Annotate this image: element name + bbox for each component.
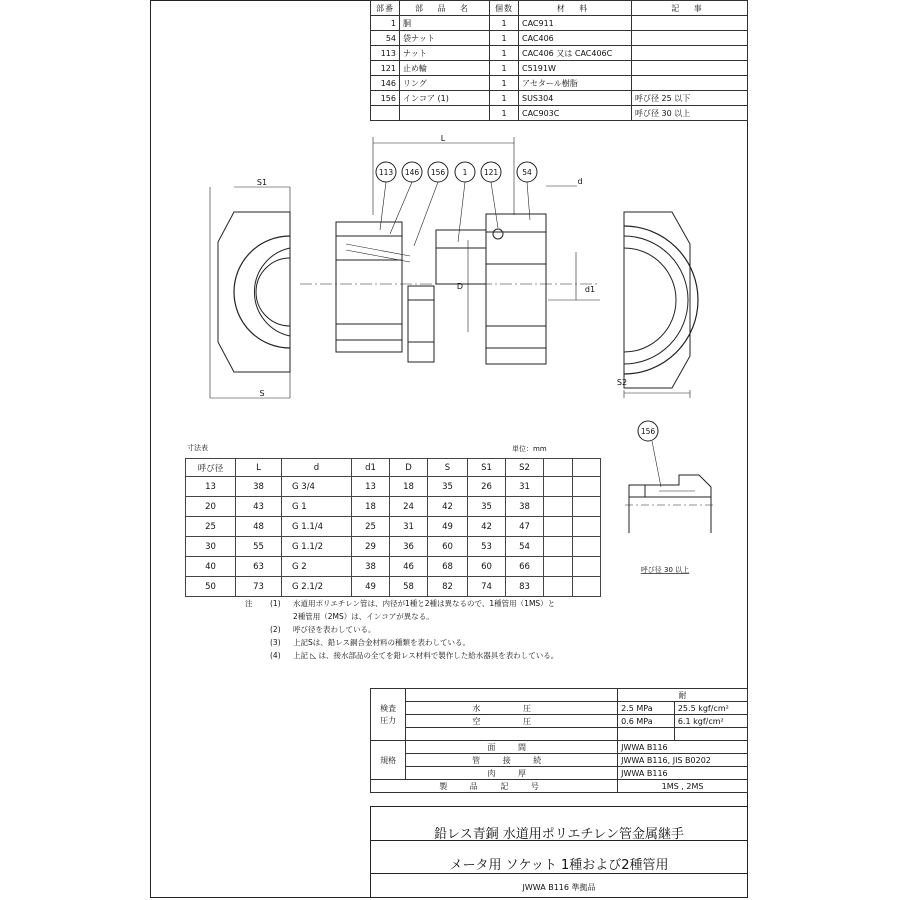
cell: 25 [186,517,236,537]
parts-col-qty: 個数 [490,1,519,16]
part-qty: 1 [490,91,519,106]
cell: 38 [236,477,282,497]
cell: 55 [236,537,282,557]
dim-col-d: d [282,459,352,477]
cell [573,577,601,597]
cell [544,557,573,577]
cell: 74 [468,577,506,597]
note-number: (1) [270,599,281,608]
part-no: 121 [371,61,400,76]
cell: 18 [352,497,390,517]
dim-col-D: D [390,459,428,477]
parts-col-material: 材 料 [519,1,632,16]
note-number: (2) [270,625,281,634]
fitting-drawing [0,0,900,440]
balloon-label: 113 [378,168,394,177]
cell: 49 [428,517,468,537]
parts-col-no: 部番 [371,1,400,16]
standards-label: 規格 [371,741,406,780]
cell [573,477,601,497]
part-name: リング [400,76,490,91]
notes [245,597,558,662]
dim-col-d1: d1 [352,459,390,477]
note-text: 上記Sは、鉛レス銅合金材料の種類を表わしている。 [293,638,471,647]
standard-label: 肉 厚 [406,767,618,780]
dimension-table-unit: 単位：mm [512,445,547,453]
cell: 13 [186,477,236,497]
dim-col-blank [573,459,601,477]
standard-label: 管 接 続 [406,754,618,767]
part-material: CAC406 [519,31,632,46]
cell: 68 [428,557,468,577]
dim-S-label: S [259,389,265,398]
standard-row [371,767,748,780]
title-line-1: 鉛レス青銅 水道用ポリエチレン管金属継手 [434,827,684,842]
cell: 47 [506,517,544,537]
part-material: CAC903C [519,106,632,121]
part-name: 止め輪 [400,61,490,76]
standard-value: JWWA B116 [618,767,748,780]
cell: 42 [428,497,468,517]
dim-col-size: 呼び径 [186,459,236,477]
dimension-row [186,477,601,497]
part-name: インコア (1) [400,91,490,106]
dim-col-L: L [236,459,282,477]
air-kgf: 6.1 kgf/cm² [674,715,747,728]
cell [544,577,573,597]
cell: 73 [236,577,282,597]
cell: 48 [236,517,282,537]
part-no: 146 [371,76,400,91]
part-material: C5191W [519,61,632,76]
cell [544,477,573,497]
dimension-header-row [186,459,601,477]
dim-L-label: L [440,134,446,143]
dim-col-S: S [428,459,468,477]
dim-D-label: D [456,282,464,291]
blank-cell [406,689,618,702]
part-qty: 1 [490,76,519,91]
part-name: 胴 [400,16,490,31]
part-name: 袋ナット [400,31,490,46]
cell [544,537,573,557]
dim-col-S2: S2 [506,459,544,477]
balloon-label: 54 [522,168,532,177]
note-item [245,636,558,649]
detail-caption: 呼び径 30 以上 [640,566,690,574]
cell: 66 [506,557,544,577]
cell: 43 [236,497,282,517]
notes-label: 注 [245,599,253,608]
note-text: 2種管用（2MS）は、インコアが異なる。 [293,612,434,621]
dimension-row [186,537,601,557]
title-block [370,806,748,898]
part-qty: 1 [490,31,519,46]
title-line-3: JWWA B116 準拠品 [522,883,596,892]
cell: 35 [428,477,468,497]
test-standards-table [370,688,748,793]
cell: G 2 [282,557,352,577]
cell: 83 [506,577,544,597]
cell: 30 [186,537,236,557]
cell [544,497,573,517]
product-code-row [371,780,748,793]
dim-S2-label: S2 [616,378,628,387]
part-material: アセタール樹脂 [519,76,632,91]
product-code-label: 製 品 記 号 [371,780,618,793]
balloon-label: 156 [430,168,446,177]
cell: 60 [428,537,468,557]
part-no: 156 [371,91,400,106]
cell: 63 [236,557,282,577]
dimension-table-title: 寸法表 [187,444,208,452]
balloon-label: 1 [462,168,468,177]
cell: 35 [468,497,506,517]
standard-row [371,754,748,767]
note-text: 呼び径を表わしている。 [293,625,376,634]
dim-col-S1: S1 [468,459,506,477]
part-note: 呼び径 25 以下 [632,91,748,106]
note-item [245,610,558,623]
test-header-row [371,689,748,702]
part-no: 1 [371,16,400,31]
cell: 25 [352,517,390,537]
note-item [245,597,558,610]
dimension-row [186,517,601,537]
product-code-value: 1MS , 2MS [618,780,748,793]
water-pressure-label: 水 圧 [406,702,618,715]
cell: 18 [390,477,428,497]
part-qty: 1 [490,61,519,76]
detail-view [615,415,725,580]
dimension-table [185,458,601,597]
cell [544,517,573,537]
air-mpa: 0.6 MPa [618,715,675,728]
part-no: 54 [371,31,400,46]
part-material: CAC911 [519,16,632,31]
parts-col-note: 記 事 [632,1,748,16]
standard-label: 面 間 [406,741,618,754]
cell: 54 [506,537,544,557]
cell: 42 [468,517,506,537]
cell: 53 [468,537,506,557]
balloon-label: 121 [483,168,499,177]
cell: G 2.1/2 [282,577,352,597]
cell: 38 [352,557,390,577]
cell: 31 [390,517,428,537]
dimension-row [186,557,601,577]
cell: 20 [186,497,236,517]
note-text: 水道用ポリエチレン管は、内径が1種と2種は異なるので、1種管用（1MS）と [293,599,556,608]
cell: 29 [352,537,390,557]
note-item [245,649,558,662]
blank-row [371,728,748,741]
part-qty: 1 [490,46,519,61]
part-material: CAC406 又は CAC406C [519,46,632,61]
cell: 40 [186,557,236,577]
cell: G 1.1/4 [282,517,352,537]
water-kgf: 25.5 kgf/cm² [674,702,747,715]
test-section-label: 検査圧力 [371,689,406,741]
cell: 50 [186,577,236,597]
cell: 24 [390,497,428,517]
cell: 13 [352,477,390,497]
test-header: 耐 [618,689,748,702]
balloon-label: 146 [404,168,420,177]
note-item [245,623,558,636]
cell: 36 [390,537,428,557]
cell: 38 [506,497,544,517]
part-no: 113 [371,46,400,61]
dim-col-blank [544,459,573,477]
cell: G 1.1/2 [282,537,352,557]
dim-d1-label: d1 [584,285,596,294]
cell: 26 [468,477,506,497]
cell: 82 [428,577,468,597]
standard-row [371,741,748,754]
note-number: (4) [270,651,281,660]
part-material: SUS304 [519,91,632,106]
part-qty: 1 [490,16,519,31]
cell: 58 [390,577,428,597]
parts-col-name: 部 品 名 [400,1,490,16]
water-mpa: 2.5 MPa [618,702,675,715]
note-number: (3) [270,638,281,647]
cell: 49 [352,577,390,597]
cell [573,497,601,517]
cell [573,537,601,557]
part-qty: 1 [490,106,519,121]
air-pressure-row [371,715,748,728]
detail-balloon-label: 156 [640,427,656,436]
standard-value: JWWA B116 [618,741,748,754]
cell: G 3/4 [282,477,352,497]
cell [573,557,601,577]
dim-d-label: d [577,177,583,186]
cell: 46 [390,557,428,577]
part-name: ナット [400,46,490,61]
dim-S1-label: S1 [256,178,268,187]
title-line-2: メータ用 ソケット 1種および2種管用 [449,858,669,873]
dimension-row [186,577,601,597]
cell: 31 [506,477,544,497]
dimension-row [186,497,601,517]
air-pressure-label: 空 圧 [406,715,618,728]
part-note: 呼び径 30 以上 [632,106,748,121]
note-number [270,610,293,623]
cell: G 1 [282,497,352,517]
cell [573,517,601,537]
cell: 60 [468,557,506,577]
standard-value: JWWA B116, JIS B0202 [618,754,748,767]
water-pressure-row [371,702,748,715]
note-text: 上記 ◺ は、接水部品の全てを鉛レス材料で製作した給水器具を表わしている。 [293,651,559,660]
